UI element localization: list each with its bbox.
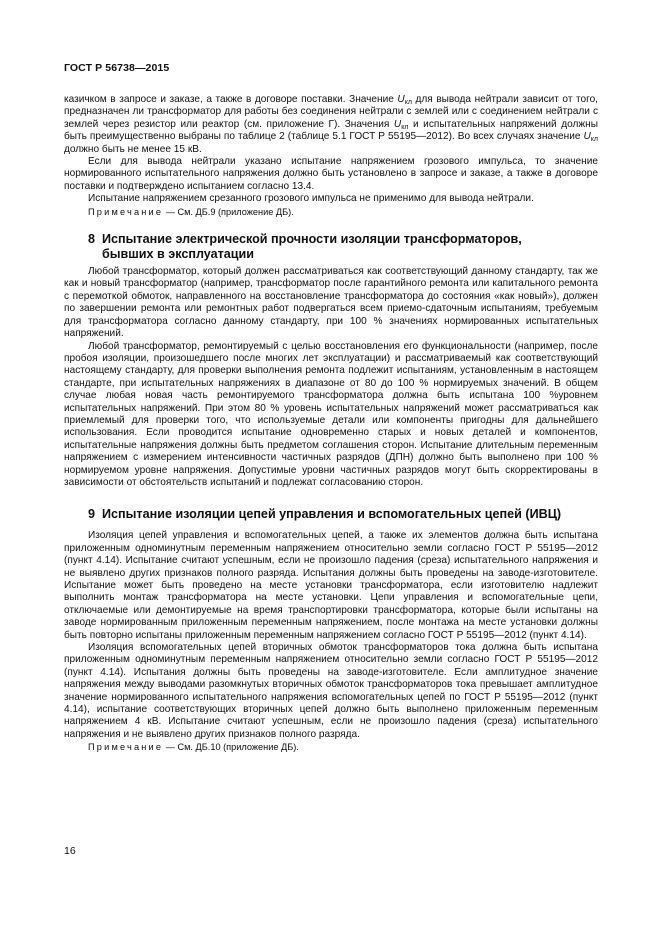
intro-paragraph-3: Испытание напряжением срезанного грозового импульса не применимо для вывода нейтрали. xyxy=(88,193,534,205)
section-9-heading: 9 Испытание изоляции цепей управления и вспомогательных цепей (ИВЦ) xyxy=(88,507,562,522)
document-body xyxy=(64,94,598,754)
intro-paragraph-2: Если для вывода нейтрали указано испытание напряжением грозового импульса, то значение нормированного испытательного напряжения должно быть установлено в запросе и заказе, а также в договоре поставки и подтверждено испытанием согласно 13.4. xyxy=(64,156,598,192)
section-9-paragraph-2: Изоляция вспомогательных цепей вторичных обмоток трансформаторов тока должна быть испытана приложенным одноминутным переменным напряжением относительно земли согласно ГОСТ Р 55195—2012 (пункт 4.14). Испытания должны быть проведены на заводе-изготовителе. Если амплитудное значение напряжения между выводами разомкнутых вторичных обмоток трансформаторов тока превышает амплитудное значение нормированного испытательного напряжения вспомогательных цепей по ГОСТ Р 55195—2012 (пункт 4.14), испытание соответствующих вторичных цепей должно быть выполнено приложенным переменным напряжением 4 кВ. Испытание считают успешным, если не произошло падения (среза) испытательного напряжения и не выявлено других признаков полного разряда. xyxy=(64,642,598,740)
section-8-paragraph-2: Любой трансформатор, ремонтируемый с целью восстановления его функциональности (например, после пробоя изоляции, произошедшего после многих лет эксплуатации) и рассматриваемый как соответствующий настоящему стандарту, для проверки выполнения ремонта подлежит испытаниям, установленным в настоящем стандарте, при испытательных напряжениях в диапазоне от 80 до 100 % нормируемых значений. В общем случае любая новая часть ремонтируемого трансформатора должна быть испытана 100 %уровнем испытательных напряжений. При этом 80 % уровень испытательных напряжений может рассматриваться как приемлемый для проверки того, что используемые детали или компоненты пригодны для дальнейшего использования. Если проводится испытание одновременно старых и новых деталей и компонентов, испытательные напряжения должны быть предметом соглашения сторон. Испытание длительным переменным напряжением с измерением интенсивности частичных разрядов (ДПН) должно быть выполнено при 100 % нормируемом уровне напряжения. Допустимые уровни частичных разрядов могут быть скорректированы в зависимости от обстоятельств испытаний и подлежат согласованию сторон. xyxy=(64,340,598,488)
section-8-heading: 8 Испытание электрической прочности изоляции трансформаторов, бывших в эксплуатации xyxy=(88,232,522,262)
intro-paragraph-1: казичком в запросе и заказе, а также в договоре поставки. Значение $U_{кл}$ для вывода нейтрали зависит от того, предназначен ли трансформатор для работы без соединения нейтрали с землей или с соединением нейтрали с землей через резистор или реактор (см. приложение Г). Значения $U_{кл}$ и испытательных напряжений должны быть преимущественно выбраны по таблице 2 (таблице 5.1 ГОСТ Р 55195—2012). Во всех случаях значение $U_{кл}$ должно быть не менее 15 кВ. xyxy=(64,94,599,155)
section-9-note: Примечание — См. ДБ.10 (приложение ДБ). xyxy=(88,742,299,753)
intro-note: Примечание — См. ДБ.9 (приложение ДБ). xyxy=(88,206,294,217)
standard-header: ГОСТ Р 56738—2015 xyxy=(64,62,170,74)
section-8-paragraph-1: Любой трансформатор, который должен рассматриваться как соответствующий данному стандарту, так же как и новый трансформатор (например, трансформатор после гарантийного ремонта или капитального ремонта с перемоткой обмоток, направленного на восстановление трансформатора до состояния «как новый»), должен по завершении ремонта или ремонтных работ подвергаться всем приемо-сдаточным испытаниям, требуемым для трансформатора согласно данному стандарту, при 100 % значениях нормированных испытательных напряжений. xyxy=(64,266,598,340)
section-9-paragraph-1: Изоляция цепей управления и вспомогательных цепей, а также их элементов должна быть испытана приложенным одноминутным переменным напряжением относительно земли согласно ГОСТ Р 55195—2012 (пункт 4.14). Испытание считают успешным, если не произошло падения (среза) испытательного напряжения и не выявлено других признаков полного разряда. Испытания должны быть проведены на заводе-изготовителе. Испытание может быть проведено на месте установки трансформатора, если изготовителю надлежит выполнить монтаж трансформатора на месте установки. Цепи управления и вспомогательные цепи, отключаемые или демонтируемые на время транспортировки трансформатора, которые были испытаны на заводе нормированным приложенным переменным напряжением, после монтажа на месте установки должны быть повторно испытаны приложенным переменным напряжением согласно ГОСТ Р 55195—2012 (пункт 4.14). xyxy=(64,530,598,641)
page-number: 16 xyxy=(64,845,76,857)
